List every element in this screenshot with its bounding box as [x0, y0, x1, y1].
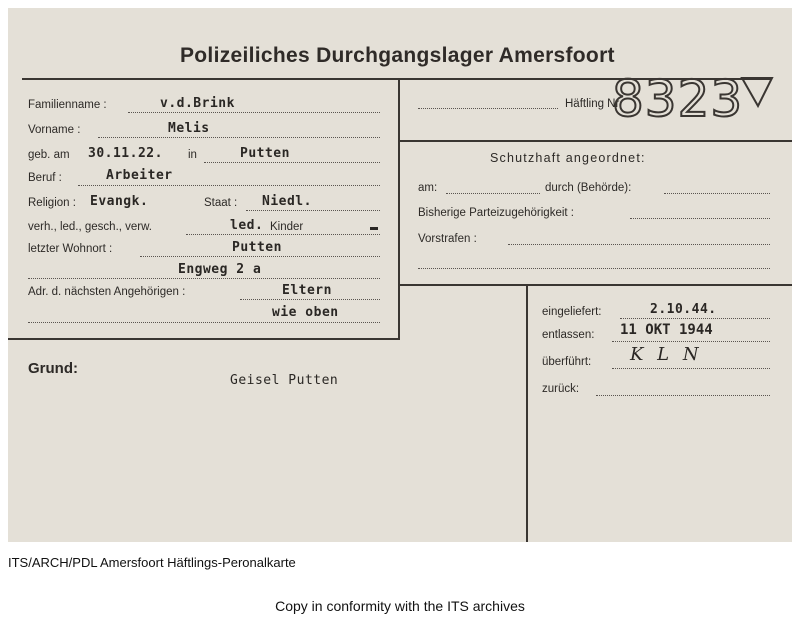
- top-left-box-top-border: [22, 78, 398, 80]
- angehoerige-value-1: Eltern: [282, 283, 332, 298]
- ueberfuehrt-value: K L N: [630, 344, 703, 365]
- angehoerige-label: Adr. d. nächsten Angehörigen :: [28, 286, 186, 298]
- archive-caption: ITS/ARCH/PDL Amersfoort Häftlings-Peronalkarte: [8, 555, 296, 570]
- partei-line: [630, 218, 770, 219]
- haeftling-number: 8323: [612, 70, 744, 128]
- vorstrafen-line-2: [418, 268, 770, 269]
- familienstand-line: [186, 234, 380, 235]
- wohnort-label: letzter Wohnort :: [28, 243, 113, 255]
- vorname-value: Melis: [168, 121, 210, 136]
- zurueck-line: [596, 395, 770, 396]
- geb-value: 30.11.22.: [88, 146, 163, 161]
- durch-line: [664, 193, 770, 194]
- ueberfuehrt-line: [612, 368, 770, 369]
- haeftling-line: [418, 108, 558, 109]
- schutzhaft-label: Schutzhaft angeordnet:: [490, 151, 646, 165]
- angehoerige-line-2: [28, 322, 380, 323]
- haeftling-label: Häftling Nr.: [565, 98, 622, 110]
- grund-value: Geisel Putten: [230, 373, 339, 388]
- beruf-value: Arbeiter: [106, 168, 173, 183]
- beruf-label: Beruf :: [28, 172, 62, 184]
- transfer-box-left-border: [526, 284, 528, 542]
- card-title: Polizeiliches Durchgangslager Amersfoort: [180, 44, 615, 67]
- kinder-dash-mark: [370, 227, 378, 230]
- left-box-right-border: [398, 78, 400, 340]
- mid-divider: [398, 284, 792, 286]
- geburtsort-line: [204, 162, 380, 163]
- zurueck-label: zurück:: [542, 383, 580, 395]
- religion-value: Evangk.: [90, 194, 149, 209]
- familienname-value: v.d.Brink: [160, 96, 235, 111]
- partei-label: Bisherige Parteizugehörigkeit :: [418, 207, 574, 219]
- vorname-label: Vorname :: [28, 124, 81, 136]
- geburtsort-value: Putten: [240, 146, 290, 161]
- staat-line: [246, 210, 380, 211]
- street-line: [28, 278, 380, 279]
- vorstrafen-line: [508, 244, 770, 245]
- wohnort-value: Putten: [232, 240, 282, 255]
- street-value: Engweg 2 a: [178, 262, 262, 277]
- ueberfuehrt-label: überführt:: [542, 356, 592, 368]
- entlassen-line: [612, 341, 770, 342]
- kinder-label: Kinder: [270, 221, 304, 233]
- conformity-footer: Copy in conformity with the ITS archives: [275, 598, 525, 614]
- eingeliefert-value: 2.10.44.: [650, 302, 717, 317]
- eingeliefert-line: [620, 318, 770, 319]
- eingeliefert-label: eingeliefert:: [542, 306, 602, 318]
- left-box-bottom-border: [8, 338, 400, 340]
- vorstrafen-label: Vorstrafen :: [418, 233, 477, 245]
- staat-label: Staat :: [204, 197, 238, 209]
- angehoerige-value-2: wie oben: [272, 305, 339, 320]
- familienname-line: [128, 112, 380, 113]
- schutzhaft-divider: [398, 140, 792, 142]
- corner-mark-icon: [740, 76, 774, 110]
- geb-label: geb. am: [28, 149, 70, 161]
- vorname-line: [98, 137, 380, 138]
- staat-value: Niedl.: [262, 194, 312, 209]
- am-label: am:: [418, 182, 438, 194]
- wohnort-line: [140, 256, 380, 257]
- am-line: [446, 193, 540, 194]
- durch-label: durch (Behörde):: [545, 182, 632, 194]
- familienname-label: Familienname :: [28, 99, 107, 111]
- in-label: in: [188, 149, 197, 161]
- entlassen-label: entlassen:: [542, 329, 595, 341]
- familienstand-value: led.: [230, 218, 264, 233]
- beruf-line: [78, 185, 380, 186]
- religion-label: Religion :: [28, 197, 76, 209]
- familienstand-label: verh., led., gesch., verw.: [28, 221, 153, 233]
- entlassen-stamp: 11 OKT 1944: [620, 322, 713, 338]
- grund-label: Grund:: [28, 360, 78, 377]
- angehoerige-line-1: [240, 299, 380, 300]
